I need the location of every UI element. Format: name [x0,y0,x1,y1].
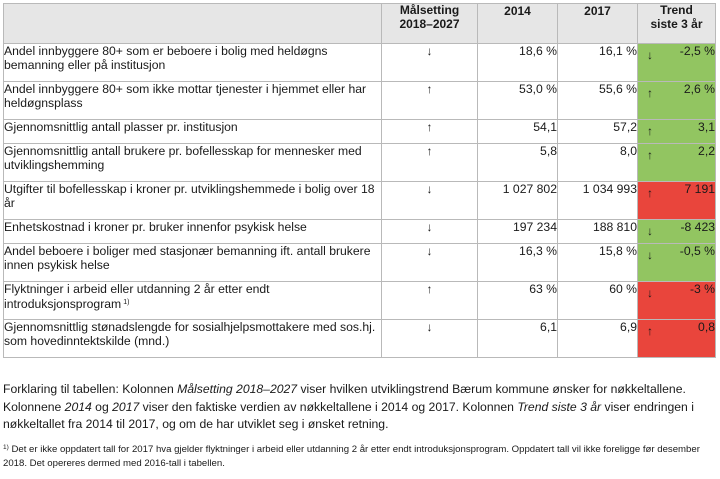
value-2014: 16,3 % [478,244,558,282]
row-description-text: Utgifter til bofellesskap i kroner pr. utviklingshemmede i bolig over 18 år [4,182,375,210]
explanation-term-2014: 2014 [64,399,92,414]
header-2017: 2017 [558,4,638,44]
trend-value: 3,1 [698,120,715,134]
table-row [4,320,716,358]
arrow-down-icon: ↓ [647,286,653,300]
explanation-term-2017: 2017 [112,399,140,414]
arrow-up-icon: ↑ [647,186,653,200]
row-description [4,144,382,182]
goal-cell [382,182,478,220]
row-description-text: Flyktninger i arbeid eller utdanning 2 år etter endt introduksjonsprogram [4,282,270,311]
arrow-down-icon: ↓ [647,48,653,62]
table-row [4,182,716,220]
footnote [3,441,715,470]
arrow-down-icon: ↓ [426,182,433,196]
arrow-up-icon: ↑ [426,120,433,134]
trend-cell [638,82,716,120]
trend-value: -0,5 % [679,244,715,258]
value-2014: 53,0 % [478,82,558,120]
row-description-text: Enhetskostnad i kroner pr. bruker innenfor psykisk helse [4,220,307,234]
trend-cell [638,282,716,320]
trend-cell [638,144,716,182]
arrow-up-icon: ↑ [426,82,433,96]
value-2014: 1 027 802 [478,182,558,220]
row-description [4,244,382,282]
table-row [4,244,716,282]
trend-cell [638,220,716,244]
header-goal-label: Målsetting 2018–2027 [399,3,460,31]
goal-cell [382,44,478,82]
table-row [4,144,716,182]
header-2014: 2014 [478,4,558,44]
row-description [4,320,382,358]
goal-cell [382,220,478,244]
goal-cell [382,244,478,282]
value-2014: 54,1 [478,120,558,144]
explanation-text: viser hvilken utviklingstrend Bærum kommune ønsker for nøkkeltallene. Kolonnene [3,382,686,414]
trend-value: 7 191 [684,182,715,196]
explanation-term-goal: Målsetting 2018–2027 [177,382,298,396]
header-description [4,4,382,44]
value-2017: 6,9 [558,320,638,358]
trend-value: 0,8 [698,320,715,334]
footnote-text: Det er ikke oppdatert tall for 2017 hva gjelder flyktninger i arbeid eller utdanning 2 år etter endt introduksjonsprogram. Oppdatert tall vil ikke foreligge før desember 2018. Det opereres dermed med 2016-tall i tabellen. [3,444,700,469]
row-description [4,82,382,120]
trend-value: -3 % [689,282,715,296]
row-description [4,182,382,220]
goal-cell [382,120,478,144]
trend-cell [638,120,716,144]
value-2014: 18,6 % [478,44,558,82]
arrow-down-icon: ↓ [647,224,653,238]
explanation-text: Forklaring til tabellen: Kolonnen [3,382,178,396]
explanation-text: viser den faktiske verdien av nøkkeltallene i 2014 og 2017. Kolonnen [139,399,518,414]
explanation-text: viser endringen i nøkkeltallet fra 2014 til 2017, og om de har utviklet seg i ønsket retning. [3,399,694,431]
value-2017: 55,6 % [558,82,638,120]
table-row [4,82,716,120]
row-description [4,120,382,144]
value-2017: 57,2 [558,120,638,144]
table-row [4,44,716,82]
header-trend [638,4,716,44]
table-row [4,220,716,244]
arrow-down-icon: ↓ [426,244,433,258]
value-2017: 8,0 [558,144,638,182]
value-2014: 63 % [478,282,558,320]
trend-value: -8 423 [680,220,715,234]
header-trend-label: Trend siste 3 år [650,3,703,31]
value-2017: 1 034 993 [558,182,638,220]
table-row [4,120,716,144]
goal-cell [382,320,478,358]
arrow-up-icon: ↑ [426,282,433,296]
header-goal [382,4,478,44]
arrow-up-icon: ↑ [647,148,653,162]
table-explanation [3,381,715,434]
row-description [4,282,382,320]
goal-cell [382,82,478,120]
footnote-mark: 1) [3,444,9,451]
footnote-reference: 1) [123,299,130,306]
row-description-text: Andel innbyggere 80+ som er beboere i bolig med heldøgns bemanning eller på institusjon [4,44,328,72]
trend-cell [638,44,716,82]
arrow-up-icon: ↑ [426,144,433,158]
row-description-text: Andel innbyggere 80+ som ikke mottar tjenester i hjemmet eller har heldøgnsplass [4,82,367,110]
arrow-down-icon: ↓ [647,248,653,262]
value-2017: 15,8 % [558,244,638,282]
goal-cell [382,144,478,182]
row-description [4,44,382,82]
goal-cell [382,282,478,320]
arrow-up-icon: ↑ [647,86,653,100]
key-figures-table [3,3,716,358]
value-2017: 188 810 [558,220,638,244]
trend-value: -2,5 % [679,44,715,58]
arrow-up-icon: ↑ [647,124,653,138]
arrow-up-icon: ↑ [647,324,653,338]
value-2017: 60 % [558,282,638,320]
explanation-term-trend: Trend siste 3 år [517,399,602,414]
table-header-row [4,4,716,44]
trend-value: 2,2 [698,144,715,158]
row-description-text: Gjennomsnittlig stønadslengde for sosialhjelpsmottakere med sos.hj. som hovedinntektskilde (mnd.) [4,320,376,348]
row-description-text: Gjennomsnittlig antall brukere pr. bofellesskap for mennesker med utviklingshemming [4,144,362,172]
arrow-down-icon: ↓ [426,320,433,334]
row-description [4,220,382,244]
arrow-down-icon: ↓ [426,220,433,234]
trend-cell [638,182,716,220]
table-row [4,282,716,320]
trend-cell [638,244,716,282]
value-2014: 5,8 [478,144,558,182]
explanation-text: og [91,399,113,414]
row-description-text: Gjennomsnittlig antall plasser pr. institusjon [4,120,238,134]
trend-cell [638,320,716,358]
value-2017: 16,1 % [558,44,638,82]
arrow-down-icon: ↓ [426,44,433,58]
trend-value: 2,6 % [683,82,715,96]
row-description-text: Andel beboere i boliger med stasjonær bemanning ift. antall brukere innen psykisk helse [4,244,371,272]
value-2014: 197 234 [478,220,558,244]
value-2014: 6,1 [478,320,558,358]
